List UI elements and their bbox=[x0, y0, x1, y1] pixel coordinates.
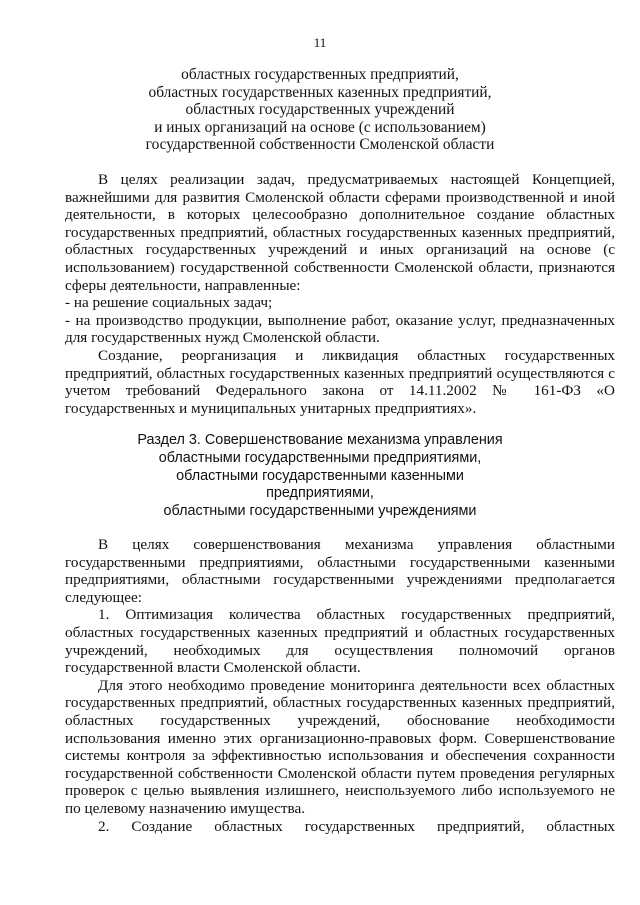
page-number: 11 bbox=[313, 35, 327, 50]
section-heading bbox=[0, 432, 640, 521]
section-paragraph: 2. Создание областных государственных предприятий, областных bbox=[98, 817, 615, 835]
section-paragraph: 1. Оптимизация количества областных государственных предприятий, областных государственных казенных предприятий и областных государственных учреждений, необходимых для осуществления полномочий органов государственной власти Смоленской области. bbox=[65, 606, 615, 677]
title-line: областных государственных предприятий, bbox=[181, 66, 459, 83]
section-paragraph: Для этого необходимо проведение мониторинга деятельности всех областных государственных предприятий, областных государственных казенных предприятий, областных государственных учреждений, обоснование необходимости использования именно этих организационно-правовых форм. Совершенствование системы контроля за эффективностью использования и обеспечения сохранности государственной собственности Смоленской области путем проведения регулярных проверок с целью выявления излишнего, неиспользуемого либо используемого не по целевому назначению имущества. bbox=[65, 676, 615, 817]
document-title bbox=[0, 66, 640, 154]
title-line: областных государственных учреждений bbox=[185, 101, 455, 119]
list-item: - на производство продукции, выполнение работ, оказание услуг, предназначенных для государственных нужд Смоленской области. bbox=[65, 311, 615, 347]
section-heading-line: областными государственными предприятиями, bbox=[158, 449, 482, 466]
intro-paragraph: В целях реализации задач, предусматриваемых настоящей Концепцией, важнейшими для развития Смоленской области сферами производственной и иной деятельности, в которых целесообразно дополнительное создание областных государственных предприятий, областных государственных казенных предприятий, областных государственных учреждений и иных организаций на основе (с использованием) государственной собственности Смоленской области, признаются сферы деятельности, направленные: bbox=[65, 171, 615, 294]
section-heading-line: предприятиями, bbox=[266, 485, 374, 502]
intro-section bbox=[65, 171, 615, 417]
title-line: и иных организаций на основе (с использованием) bbox=[154, 118, 486, 136]
section-heading-line: областными государственными казенными bbox=[176, 467, 464, 484]
intro-paragraph: Создание, реорганизация и ликвидация областных государственных предприятий, областных государственных казенных предприятий осуществляются с учетом требований Федерального закона от 14.11.2002 № 161-ФЗ «О государственных и муниципальных унитарных предприятиях». bbox=[65, 346, 615, 417]
section-heading-line: Раздел 3. Совершенствование механизма управления bbox=[137, 432, 503, 448]
title-line: областных государственных казенных предприятий, bbox=[148, 83, 492, 101]
section-body bbox=[65, 536, 615, 835]
section-paragraph: В целях совершенствования механизма управления областными государственными предприятиями, областными государственными казенными предприятиями, областными государственными учреждениями предполагается следующее: bbox=[65, 536, 615, 606]
list-item: - на решение социальных задач; bbox=[65, 294, 273, 312]
section-heading-line: областными государственными учреждениями bbox=[163, 503, 477, 520]
title-line: государственной собственности Смоленской области bbox=[145, 136, 495, 154]
